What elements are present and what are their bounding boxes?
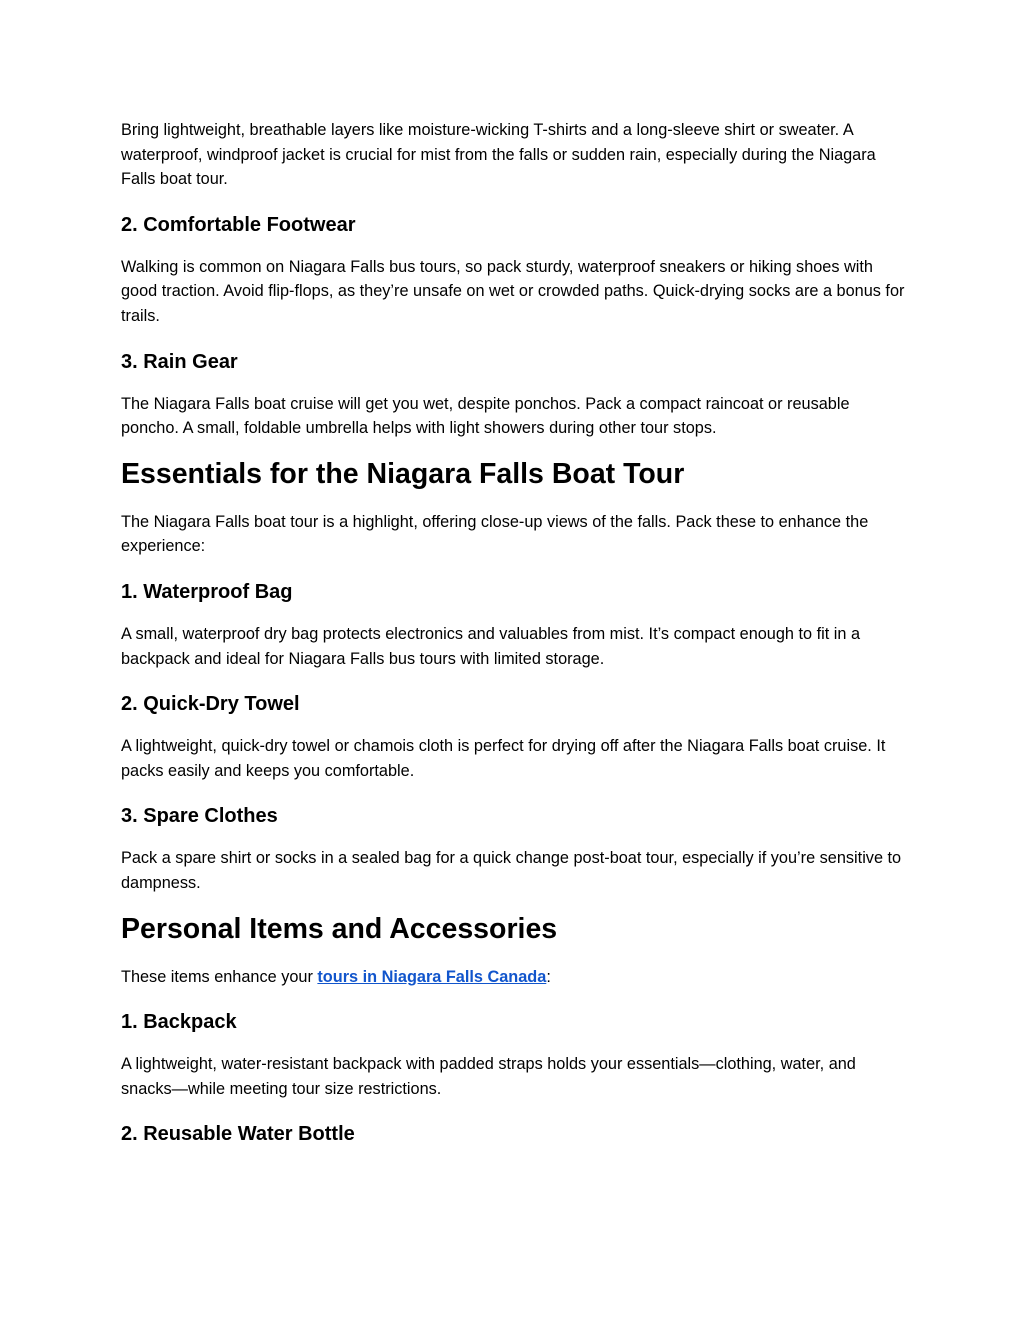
heading-quick-dry-towel: 2. Quick-Dry Towel (121, 693, 300, 716)
paragraph-spare-clothes: Pack a spare shirt or socks in a sealed bag for a quick change post-boat tour, especially if you’re sensitive to dampness. (121, 849, 902, 892)
paragraph-personal-items-intro (121, 965, 911, 990)
heading-waterproof-bag: 1. Waterproof Bag (121, 580, 293, 603)
tours-in-niagara-falls-canada-link[interactable]: tours in Niagara Falls Canada (317, 967, 547, 986)
paragraph-waterproof-bag: A small, waterproof dry bag protects electronics and valuables from mist. It’s compact enough to fit in a backpack and ideal for Niagara Falls bus tours with limited storage. (121, 624, 861, 668)
section-heading-boat-tour: Essentials for the Niagara Falls Boat Tour (121, 457, 685, 490)
section-heading-personal-items: Personal Items and Accessories (121, 912, 558, 945)
heading-spare-clothes: 3. Spare Clothes (121, 805, 278, 828)
paragraph-comfortable-footwear: Walking is common on Niagara Falls bus tours, so pack sturdy, waterproof sneakers or hiking shoes with good traction. Avoid flip-flops, as they’re unsafe on wet or crowded paths. Quick-drying socks are a bonus for trails. (121, 257, 905, 325)
document-page (121, 118, 911, 1147)
paragraph-quick-dry-towel: A lightweight, quick-dry towel or chamois cloth is perfect for drying off after the Niagara Falls boat cruise. It packs easily and keeps you comfortable. (121, 737, 886, 780)
heading-reusable-water-bottle: 2. Reusable Water Bottle (121, 1123, 355, 1146)
intro-paragraph: Bring lightweight, breathable layers like moisture-wicking T-shirts and a long-sleeve shirt or sweater. A waterproof, windproof jacket is crucial for mist from the falls or sudden rain, especially during the Niagara Falls boat tour. (121, 121, 876, 189)
heading-rain-gear: 3. Rain Gear (121, 350, 238, 373)
paragraph-boat-tour-intro: The Niagara Falls boat tour is a highlight, offering close-up views of the falls. Pack these to enhance the experience: (121, 512, 869, 556)
intro-text-before-link: These items enhance your (121, 967, 318, 986)
paragraph-backpack: A lightweight, water-resistant backpack with padded straps holds your essentials—clothing, water, and snacks—while meeting tour size restrictions. (121, 1055, 856, 1098)
intro-text-after-link: : (546, 967, 551, 986)
paragraph-rain-gear: The Niagara Falls boat cruise will get you wet, despite ponchos. Pack a compact raincoat or reusable poncho. A small, foldable umbrella helps with light showers during other tour stops. (121, 394, 850, 438)
heading-comfortable-footwear: 2. Comfortable Footwear (121, 213, 356, 236)
heading-backpack: 1. Backpack (121, 1011, 237, 1034)
